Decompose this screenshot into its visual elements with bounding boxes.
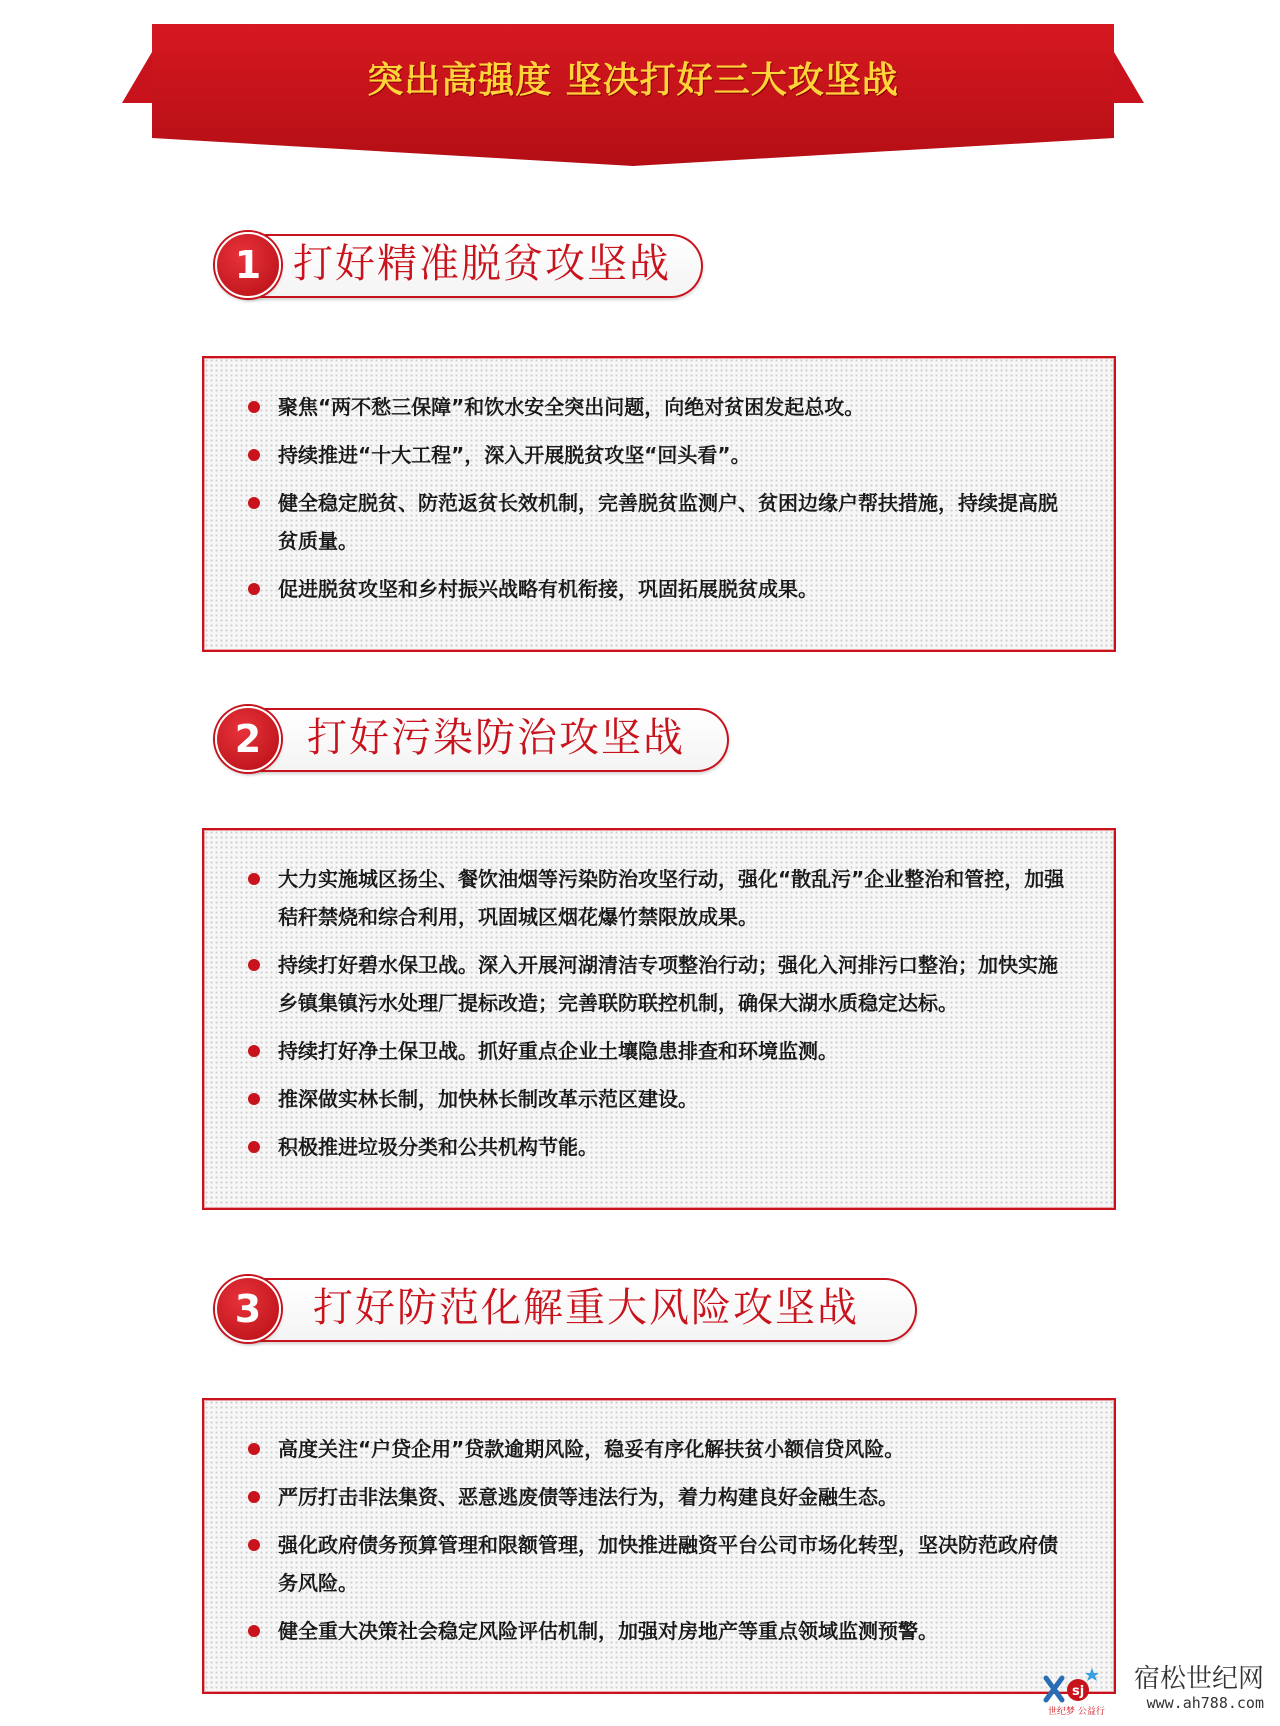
- list-item: 严厉打击非法集资、恶意逃废债等违法行为，着力构建良好金融生态。: [244, 1478, 1074, 1516]
- section-2-content-box: [202, 828, 1116, 1210]
- section-2-list: [204, 830, 1114, 1166]
- section-number-badge: 2: [215, 706, 281, 772]
- bullet-icon: [248, 1625, 260, 1637]
- list-item: 推深做实林长制，加快林长制改革示范区建设。: [244, 1080, 1074, 1118]
- list-item: 健全稳定脱贫、防范返贫长效机制，完善脱贫监测户、贫困边缘户帮扶措施，持续提高脱贫质量。: [244, 484, 1074, 560]
- section-title: 打好精准脱贫攻坚战: [293, 241, 671, 287]
- watermark-site-name: 宿松世纪网: [1133, 1664, 1264, 1694]
- svg-text:sj: sj: [1072, 1684, 1085, 1699]
- bullet-icon: [248, 1093, 260, 1105]
- list-item: 持续推进“十大工程”，深入开展脱贫攻坚“回头看”。: [244, 436, 1074, 474]
- bullet-icon: [248, 1491, 260, 1503]
- section-3-list: [204, 1400, 1114, 1650]
- bullet-icon: [248, 873, 260, 885]
- list-item: 持续打好净土保卫战。抓好重点企业土壤隐患排查和环境监测。: [244, 1032, 1074, 1070]
- list-item: 积极推进垃圾分类和公共机构节能。: [244, 1128, 1074, 1166]
- list-item: 健全重大决策社会稳定风险评估机制，加强对房地产等重点领域监测预警。: [244, 1612, 1074, 1650]
- section-1-header: [215, 232, 705, 298]
- bullet-icon: [248, 583, 260, 595]
- bullet-icon: [248, 1045, 260, 1057]
- list-item: 强化政府债务预算管理和限额管理，加快推进融资平台公司市场化转型，坚决防范政府债务风险。: [244, 1526, 1074, 1602]
- section-number-badge: 1: [215, 232, 281, 298]
- section-title: 打好防范化解重大风险攻坚战: [313, 1285, 859, 1331]
- header-banner: [0, 0, 1280, 170]
- list-item: 大力实施城区扬尘、餐饮油烟等污染防治攻坚行动，强化“散乱污”企业整治和管控，加强秸秆禁烧和综合利用，巩固城区烟花爆竹禁限放成果。: [244, 860, 1074, 936]
- list-item: 高度关注“户贷企用”贷款逾期风险，稳妥有序化解扶贫小额信贷风险。: [244, 1430, 1074, 1468]
- bullet-icon: [248, 959, 260, 971]
- section-title: 打好污染防治攻坚战: [307, 715, 685, 761]
- section-number-badge: 3: [215, 1276, 281, 1342]
- bullet-icon: [248, 1443, 260, 1455]
- site-watermark: [1042, 1656, 1272, 1720]
- section-3-content-box: [202, 1398, 1116, 1694]
- list-item: 聚焦“两不愁三保障”和饮水安全突出问题，向绝对贫困发起总攻。: [244, 388, 1074, 426]
- bullet-icon: [248, 401, 260, 413]
- bullet-icon: [248, 1539, 260, 1551]
- section-1-content-box: [202, 356, 1116, 652]
- bullet-icon: [248, 497, 260, 509]
- section-3-header: [215, 1276, 915, 1342]
- watermark-slogan: 世纪梦 公益行: [1048, 1707, 1105, 1717]
- bullet-icon: [248, 449, 260, 461]
- watermark-url: www.ah788.com: [1146, 1694, 1264, 1712]
- section-2-header: [215, 706, 735, 772]
- banner-title: 突出高强度 坚决打好三大攻坚战: [367, 60, 899, 101]
- bullet-icon: [248, 1141, 260, 1153]
- list-item: 促进脱贫攻坚和乡村振兴战略有机衔接，巩固拓展脱贫成果。: [244, 570, 1074, 608]
- section-1-list: [204, 358, 1114, 608]
- list-item: 持续打好碧水保卫战。深入开展河湖清洁专项整治行动；强化入河排污口整治；加快实施乡镇集镇污水处理厂提标改造；完善联防联控机制，确保大湖水质稳定达标。: [244, 946, 1074, 1022]
